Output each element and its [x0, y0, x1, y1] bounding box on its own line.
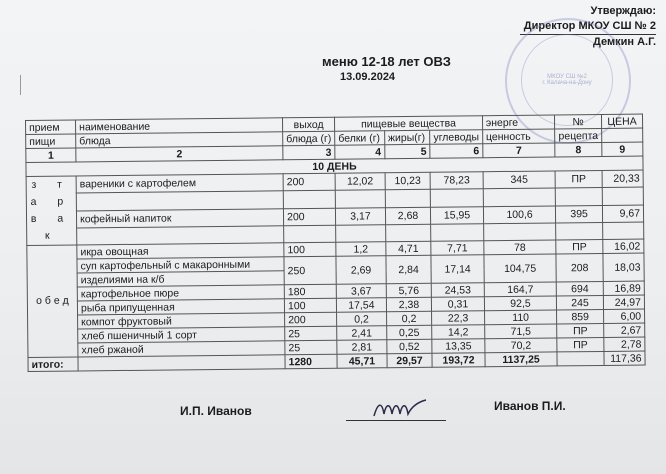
dish-carbs: 15,95 [431, 206, 484, 224]
margin-mark [20, 75, 21, 95]
header-output-2: блюда (г) [283, 131, 335, 146]
col-number: 6 [430, 144, 483, 159]
col-number: 1 [26, 148, 76, 163]
empty-cell [556, 188, 603, 206]
signature-name-left: И.П. Иванов [180, 404, 252, 418]
dish-fats: 0,52 [387, 339, 433, 353]
meal-lunch-label: о б е д [27, 245, 78, 358]
empty-cell [284, 225, 336, 243]
col-number: 4 [335, 145, 385, 160]
dish-proteins: 2,81 [337, 340, 387, 355]
col-number: 9 [602, 142, 643, 156]
dish-name: кофейный напиток [76, 208, 283, 227]
header-energy: энерге [482, 115, 555, 130]
dish-recipe: ПР [556, 239, 603, 253]
dish-name: икра овощная [77, 243, 284, 259]
dish-output: 100 [284, 298, 336, 313]
dish-output: 100 [284, 242, 336, 257]
dish-price: 9,67 [602, 205, 643, 223]
stamp-text-city: г. Калача-на-Дону [542, 80, 592, 86]
signature-line [346, 420, 446, 421]
dish-carbs: 17,14 [431, 255, 484, 284]
dish-fats: 2,38 [386, 297, 432, 311]
dish-fats: 4,71 [386, 241, 432, 255]
dish-output: 200 [283, 173, 335, 191]
header-name-2: блюда [76, 132, 283, 148]
dish-carbs: 78,23 [430, 172, 483, 190]
dish-output: 25 [285, 340, 337, 355]
header-number: № [555, 114, 602, 128]
dish-recipe: 859 [557, 309, 604, 323]
empty-cell [78, 355, 285, 371]
meal-breakfast-label: з т а р в а к [26, 176, 77, 246]
dish-fats: 2,84 [386, 255, 432, 283]
stamp-text-school: МКОУ СШ №2 [547, 74, 587, 80]
empty-cell [483, 223, 556, 241]
col-number: 2 [76, 146, 283, 162]
total-fats: 29,57 [387, 353, 433, 367]
dish-proteins: 0,2 [337, 312, 387, 327]
empty-cell [430, 189, 483, 207]
approval-name: Демкин А.Г. [593, 36, 656, 48]
dish-recipe: 208 [556, 253, 603, 281]
total-label: итого: [28, 357, 78, 372]
dish-proteins: 17,54 [336, 298, 386, 313]
empty-cell [603, 222, 644, 240]
dish-recipe: 245 [557, 295, 604, 309]
dish-price: 16,02 [603, 239, 644, 253]
dish-price: 16,89 [603, 281, 644, 295]
dish-proteins: 12,02 [335, 173, 385, 191]
dish-price: 18,03 [603, 253, 644, 281]
dish-carbs: 14,2 [432, 325, 485, 340]
dish-energy: 78 [484, 240, 557, 255]
dish-fats: 10,23 [385, 172, 431, 190]
dish-price: 2,78 [604, 337, 645, 351]
dish-recipe: ПР [555, 170, 602, 188]
header-price: ЦЕНА [601, 114, 642, 128]
dish-price: 2,67 [604, 323, 645, 337]
dish-output: 25 [285, 326, 337, 341]
dish-name: картофельное пюре [77, 285, 284, 301]
dish-carbs: 22,3 [432, 311, 485, 326]
dish-energy: 164,7 [484, 282, 557, 297]
dish-proteins: 1,2 [336, 242, 386, 257]
empty-cell [77, 226, 284, 245]
menu-table [25, 114, 646, 372]
header-proteins: белки (г) [335, 131, 385, 146]
dish-proteins: 2,69 [336, 256, 386, 285]
handwritten-signature [370, 396, 430, 422]
header-meal-2: пищи [26, 134, 76, 149]
empty-cell [76, 191, 283, 210]
approval-position: Директор МКОУ СШ № 2 [520, 19, 656, 35]
empty-cell [335, 190, 385, 208]
dish-output: 200 [285, 312, 337, 327]
empty-cell [431, 223, 484, 241]
empty-cell [283, 191, 335, 209]
dish-energy: 345 [483, 171, 556, 189]
dish-recipe: 395 [556, 205, 603, 223]
total-energy: 1137,25 [485, 352, 558, 367]
header-carbs: углеводы [430, 130, 483, 145]
dish-fats: 2,68 [385, 207, 431, 225]
dish-energy: 70,2 [485, 338, 558, 353]
dish-name: компот фруктовый [78, 313, 285, 329]
header-energy-2: ценность [482, 129, 555, 144]
dish-name: рыба припущенная [77, 299, 284, 315]
header-output: выход [283, 117, 335, 132]
col-number: 8 [555, 142, 602, 156]
empty-cell [336, 224, 386, 242]
dish-recipe: 694 [557, 281, 604, 295]
dish-carbs: 7,71 [431, 241, 484, 256]
dish-energy: 104,75 [484, 254, 557, 283]
empty-cell [557, 351, 604, 365]
dish-energy: 92,5 [484, 296, 557, 311]
empty-cell [385, 224, 431, 242]
dish-output: 250 [284, 256, 336, 285]
dish-recipe: ПР [557, 337, 604, 351]
approval-heading: Утверждаю: [590, 5, 656, 17]
dish-proteins: 2,41 [337, 326, 387, 341]
dish-name: хлеб ржаной [78, 341, 285, 357]
dish-carbs: 24,53 [431, 283, 484, 298]
dish-output: 180 [284, 284, 336, 299]
dish-recipe: ПР [557, 323, 604, 337]
header-recipe: рецепта [555, 128, 602, 142]
dish-price: 20,33 [602, 170, 643, 188]
dish-energy: 110 [484, 310, 557, 325]
total-output: 1280 [285, 354, 337, 369]
header-name: наименование [76, 118, 283, 134]
header-meal: прием [26, 120, 76, 135]
dish-carbs: 13,35 [432, 339, 485, 354]
dish-fats: 0,2 [386, 311, 432, 325]
dish-price: 24,97 [603, 295, 644, 309]
signature-name-right: Иванов П.И. [494, 399, 566, 413]
dish-name: суп картофельный с макаронными [77, 257, 284, 273]
total-carbs: 193,72 [432, 353, 485, 368]
dish-name: вареники с картофелем [76, 174, 283, 193]
dish-price: 6,00 [603, 309, 644, 323]
header-fats: жиры(г) [384, 130, 430, 144]
empty-cell [483, 188, 556, 206]
dish-energy: 71,5 [484, 324, 557, 339]
dish-energy: 100,6 [483, 205, 556, 223]
header-nutrients: пищевые вещества [335, 116, 483, 132]
menu-title: меню 12-18 лет ОВЗ [322, 54, 451, 69]
dish-proteins: 3,67 [336, 284, 386, 299]
col-number: 7 [483, 143, 556, 158]
col-number: 5 [385, 144, 431, 158]
dish-name: хлеб пшеничный 1 сорт [78, 327, 285, 343]
dish-carbs: 0,31 [432, 297, 485, 312]
total-price: 117,36 [604, 351, 645, 365]
empty-cell [385, 190, 431, 208]
header-price-2 [602, 128, 643, 142]
empty-cell [602, 187, 643, 205]
dish-fats: 0,25 [386, 325, 432, 339]
menu-date: 13.09.2024 [340, 71, 396, 83]
empty-cell [556, 222, 603, 240]
total-proteins: 45,71 [337, 354, 387, 369]
dish-proteins: 3,17 [336, 207, 386, 225]
dish-output: 200 [283, 208, 335, 226]
dish-name-continued: изделиями на к/б [77, 271, 284, 287]
col-number: 3 [283, 145, 335, 160]
dish-fats: 5,76 [386, 283, 432, 297]
day-label: 10 ДЕНЬ [26, 156, 643, 176]
